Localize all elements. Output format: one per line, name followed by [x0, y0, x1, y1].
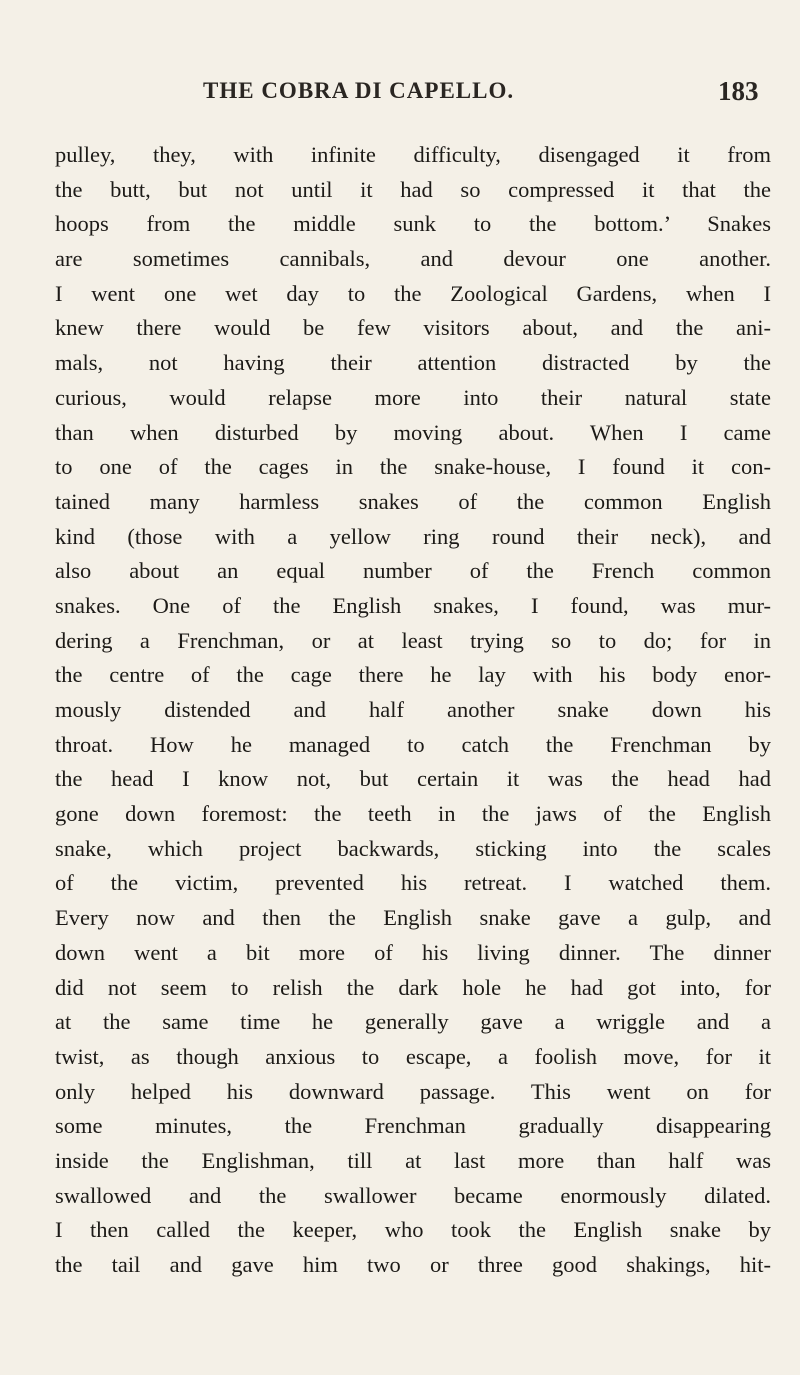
text-line: the centre of the cage there he lay with his body enor-: [55, 662, 771, 688]
text-line: dering a Frenchman, or at least trying so to do; for in: [55, 627, 771, 653]
text-line: did not seem to relish the dark hole he had got into, for: [55, 974, 771, 1000]
text-line: kind (those with a yellow ring round their neck), and: [55, 523, 771, 549]
text-line: mals, not having their attention distracted by the: [55, 350, 771, 376]
text-line: hoops from the middle sunk to the bottom.’ Snakes: [55, 211, 771, 237]
body-text: [55, 138, 771, 1283]
text-line: the butt, but not until it had so compressed it that the: [55, 176, 771, 202]
text-line: down went a bit more of his living dinner. The dinner: [55, 939, 771, 965]
text-line: throat. How he managed to catch the Frenchman by: [55, 731, 771, 757]
text-line: knew there would be few visitors about, and the ani-: [55, 315, 771, 341]
text-line: some minutes, the Frenchman gradually disappearing: [55, 1113, 771, 1139]
text-line: inside the Englishman, till at last more than half was: [55, 1147, 771, 1173]
running-title: THE COBRA DI CAPELLO.: [203, 78, 515, 103]
text-line: to one of the cages in the snake-house, I found it con-: [55, 454, 771, 480]
text-line: twist, as though anxious to escape, a foolish move, for it: [55, 1043, 771, 1069]
text-line: swallowed and the swallower became enormously dilated.: [55, 1182, 771, 1208]
text-line: the head I know not, but certain it was the head had: [55, 766, 771, 792]
text-line: the tail and gave him two or three good shakings, hit-: [55, 1252, 771, 1277]
text-line: are sometimes cannibals, and devour one another.: [55, 246, 771, 272]
text-line: tained many harmless snakes of the common English: [55, 488, 771, 514]
text-line: pulley, they, with infinite difficulty, disengaged it from: [55, 142, 771, 167]
text-line: also about an equal number of the French common: [55, 558, 771, 584]
text-line: mously distended and half another snake down his: [55, 697, 771, 722]
page-number: 183: [718, 76, 759, 106]
text-line: I then called the keeper, who took the English snake by: [55, 1217, 771, 1243]
text-line: snakes. One of the English snakes, I found, was mur-: [55, 592, 771, 618]
text-line: snake, which project backwards, sticking into the scales: [55, 835, 771, 861]
text-line: at the same time he generally gave a wriggle and a: [55, 1009, 771, 1035]
text-line: than when disturbed by moving about. When I came: [55, 419, 771, 445]
text-line: of the victim, prevented his retreat. I watched them.: [55, 870, 771, 896]
text-line: I went one wet day to the Zoological Gardens, when I: [55, 280, 771, 306]
text-line: Every now and then the English snake gave a gulp, and: [55, 905, 771, 931]
text-line: gone down foremost: the teeth in the jaws of the English: [55, 801, 771, 827]
text-line: curious, would relapse more into their natural state: [55, 384, 771, 410]
text-line: only helped his downward passage. This went on for: [55, 1078, 771, 1104]
running-head: [0, 78, 800, 118]
